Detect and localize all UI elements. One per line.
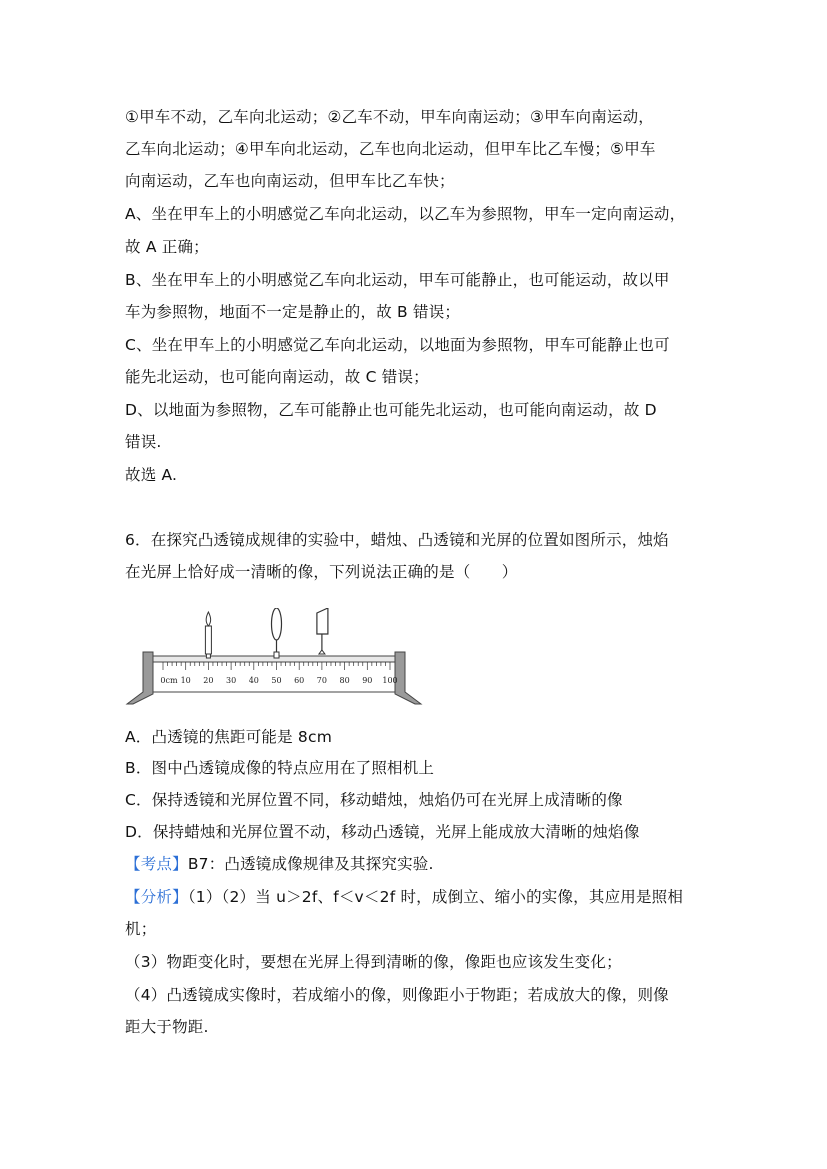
solution-line: 乙车向北运动；④甲车向北运动，乙车也向北运动，但甲车比乙车慢；⑤甲车 — [125, 140, 656, 158]
solution-line: B、坐在甲车上的小明感觉乙车向北运动，甲车可能静止，也可能运动，故以甲 — [125, 271, 670, 289]
solution-line: C、坐在甲车上的小明感觉乙车向北运动，以地面为参照物，甲车可能静止也可 — [125, 336, 670, 354]
scale-tick-label: 80 — [339, 676, 350, 685]
bench-right-support — [395, 652, 421, 704]
question-stem: 6．在探究凸透镜成规律的实验中，蜡烛、凸透镜和光屏的位置如图所示，烛焰 — [125, 531, 669, 549]
light-screen — [317, 608, 328, 654]
scale-tick-label: 100 — [382, 676, 398, 685]
kaodian-tag: 【考点】 — [125, 855, 188, 873]
analysis-line: 机； — [125, 920, 157, 938]
scale-tick-label: 30 — [226, 676, 237, 685]
fenxi-tag: 【分析】 — [125, 888, 188, 906]
analysis-line: 距大于物距. — [125, 1018, 209, 1036]
scale-tick-label: 0cm — [160, 676, 178, 685]
option-a: A．凸透镜的焦距可能是 8cm — [125, 728, 333, 746]
scale-tick-label: 70 — [316, 676, 327, 685]
option-d: D．保持蜡烛和光屏位置不动，移动凸透镜，光屏上能成放大清晰的烛焰像 — [125, 823, 640, 841]
bench-left-support — [127, 652, 153, 704]
analysis-line: （3）物距变化时，要想在光屏上得到清晰的像，像距也应该发生变化； — [125, 953, 622, 971]
optical-bench-figure — [125, 608, 425, 708]
solution-line: 故选 A. — [125, 466, 178, 484]
convex-lens — [272, 608, 282, 658]
question-stem: 在光屏上恰好成一清晰的像，下列说法正确的是（ ） — [125, 563, 518, 581]
kaodian-line — [125, 853, 434, 875]
scale-tick-label: 90 — [362, 676, 373, 685]
scale-tick-label: 10 — [180, 676, 191, 685]
solution-line: A、坐在甲车上的小明感觉乙车向北运动，以乙车为参照物，甲车一定向南运动， — [125, 205, 686, 223]
solution-line: D、以地面为参照物，乙车可能静止也可能先北运动，也可能向南运动，故 D — [125, 401, 657, 419]
kaodian-text: B7：凸透镜成像规律及其探究实验. — [187, 855, 434, 873]
solution-line: 能先北运动，也可能向南运动，故 C 错误； — [125, 368, 429, 386]
option-b: B．图中凸透镜成像的特点应用在了照相机上 — [125, 759, 435, 777]
scale-tick-label: 20 — [203, 676, 214, 685]
solution-line: 车为参照物，地面不一定是静止的，故 B 错误； — [125, 303, 461, 321]
scale-tick-label: 40 — [248, 676, 259, 685]
option-c: C．保持透镜和光屏位置不同，移动蜡烛，烛焰仍可在光屏上成清晰的像 — [125, 791, 623, 809]
solution-line: 向南运动，乙车也向南运动，但甲车比乙车快； — [125, 172, 455, 190]
analysis-line: （4）凸透镜成实像时，若成缩小的像，则像距小于物距；若成放大的像，则像 — [125, 986, 669, 1004]
fenxi-line — [125, 886, 683, 908]
scale-tick-label: 50 — [271, 676, 282, 685]
candle — [205, 612, 211, 658]
fenxi-text: （1）（2）当 u＞2f、f＜v＜2f 时，成倒立、缩小的实像，其应用是照相 — [187, 888, 684, 906]
solution-line: 故 A 正确； — [125, 238, 209, 256]
scale-tick-label: 60 — [294, 676, 305, 685]
solution-line: 错误. — [125, 433, 162, 451]
solution-line: ①甲车不动，乙车向北运动；②乙车不动，甲车向南运动；③甲车向南运动， — [125, 108, 654, 126]
